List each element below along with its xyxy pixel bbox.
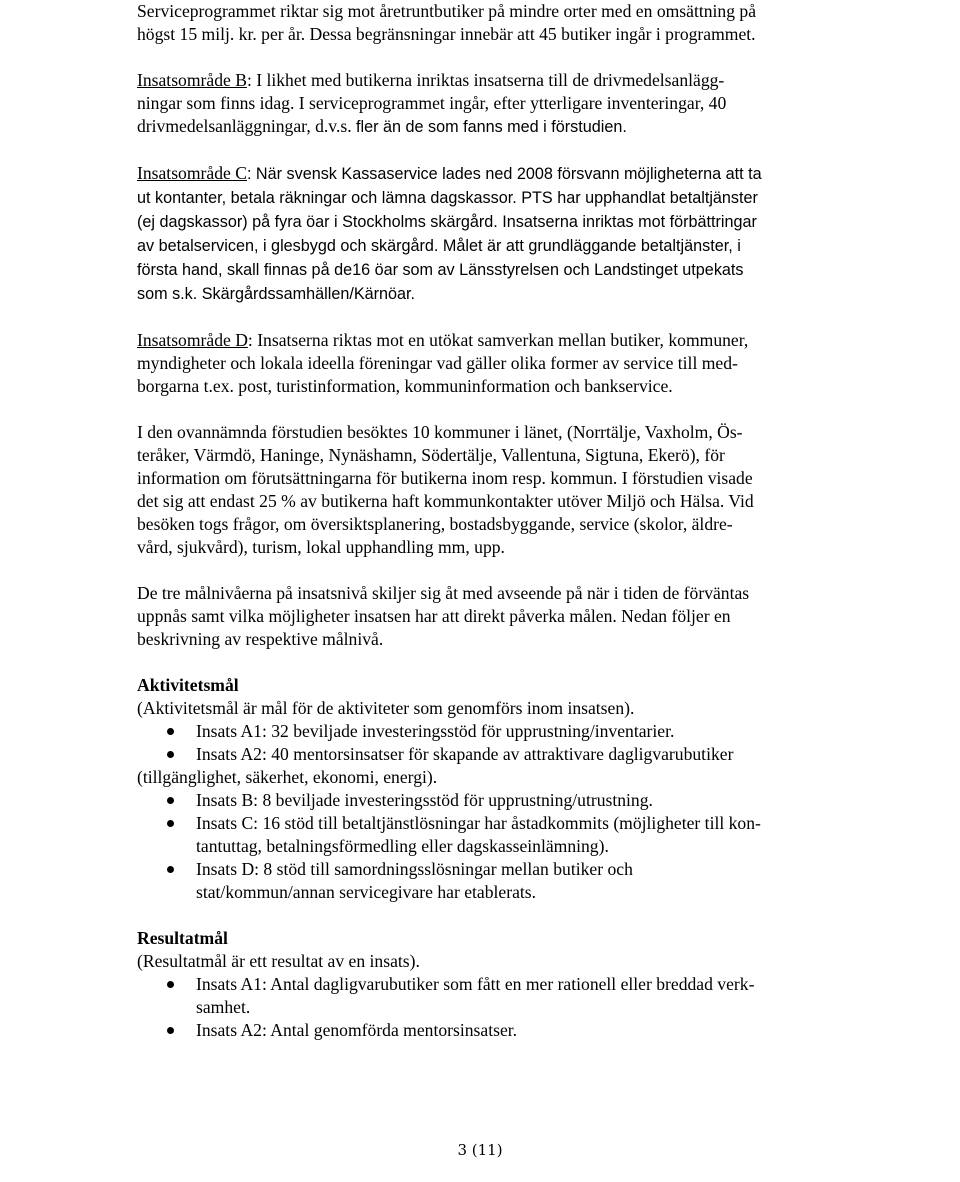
- text-line: beskrivning av respektive målnivå.: [137, 629, 384, 649]
- list-item-resultat-a1: [137, 973, 827, 1019]
- text-line: det sig att endast 25 % av butikerna haft kommunkontakter utöver Miljö och Hälsa. Vid: [137, 491, 754, 511]
- list-item-text: Insats B: 8 beviljade investeringsstöd för upprustning/utrustning.: [196, 790, 653, 810]
- list-item-text: Insats C: 16 stöd till betaltjänstlösningar har åstadkommits (möjligheter till kon-: [196, 813, 761, 833]
- bullet-icon: [167, 751, 174, 758]
- bullet-icon: [167, 728, 174, 735]
- text-line: De tre målnivåerna på insatsnivå skiljer sig åt med avseende på när i tiden de förväntas: [137, 583, 750, 603]
- section-heading-insatsomrade-b: Insatsområde B: [137, 70, 247, 90]
- text-line-sans: ut kontanter, betala räkningar och lämna dagskassor.: [137, 189, 517, 207]
- section-aktivitetsmal: [137, 674, 827, 720]
- text-line: besöken togs frågor, om översiktsplanering, bostadsbyggande, service (skolor, äldre-: [137, 514, 733, 534]
- text-line-sans: Målet är att grundläggande betaltjänster, i: [438, 237, 741, 255]
- paragraph-forstudien: [137, 421, 827, 559]
- paragraph-insatsomrade-c: [137, 162, 827, 306]
- list-item-text: samhet.: [196, 997, 251, 1017]
- list-item-text: tantuttag, betalningsförmedling eller dagskasseinlämning).: [196, 836, 609, 856]
- bullet-icon: [167, 981, 174, 988]
- list-item-text: Insats A1: Antal dagligvarubutiker som fått en mer rationell eller breddad verk-: [196, 974, 755, 994]
- text-line-sans: första hand, skall finnas på de16 öar som av Länsstyrelsen och Landstinget utpekats: [137, 261, 744, 279]
- text-line: drivmedelsanläggningar, d.v.s.: [137, 116, 357, 136]
- section-heading-insatsomrade-d: Insatsområde D: [137, 330, 248, 350]
- list-item-insats-a1: [137, 720, 827, 743]
- text-line-sans: Insatserna inriktas mot förbättringar: [497, 213, 757, 231]
- text-line: ningar som finns idag. I serviceprogrammet ingår, efter ytterligare inventeringar, 40: [137, 93, 727, 113]
- text-line: teråker, Värmdö, Haninge, Nynäshamn, Södertälje, Vallentuna, Sigtuna, Ekerö), för: [137, 445, 725, 465]
- bullet-icon: [167, 820, 174, 827]
- list-item-insats-d: [137, 858, 827, 904]
- bullet-icon: [167, 797, 174, 804]
- page-number: 3 (11): [457, 1141, 503, 1159]
- text-line-sans: (ej dagskassor) på fyra öar i Stockholms skärgård.: [137, 213, 498, 231]
- text-line: information om förutsättningarna för butikerna inom resp. kommun. I förstudien visade: [137, 468, 753, 488]
- list-aktivitetsmal: [137, 720, 827, 904]
- document-page: [137, 0, 827, 1042]
- text-line-sans: PTS har upphandlat betaltjänster: [516, 189, 758, 207]
- list-item-text: (tillgänglighet, säkerhet, ekonomi, energi).: [137, 767, 438, 787]
- text-line: myndigheter och lokala ideella föreningar vad gäller olika former av service till med-: [137, 353, 738, 373]
- section-heading-insatsomrade-c: Insatsområde C: [137, 163, 247, 183]
- list-item-text: Insats D: 8 stöd till samordningsslösningar mellan butiker och: [196, 859, 633, 879]
- text-line-sans: fler än de som fanns med i förstudien.: [356, 118, 627, 136]
- list-item-insats-c: [137, 812, 827, 858]
- text-line-sans: av betalservicen, i glesbygd och skärgård.: [137, 237, 439, 255]
- heading-resultatmal: Resultatmål: [137, 928, 228, 948]
- section-resultatmal: [137, 927, 827, 973]
- text-line: borgarna t.ex. post, turistinformation, kommuninformation och bankservice.: [137, 376, 673, 396]
- paragraph-service-program: [137, 0, 827, 46]
- list-resultatmal: [137, 973, 827, 1042]
- text-line: : Insatserna riktas mot en utökat samverkan mellan butiker, kommuner,: [247, 330, 749, 350]
- text-line: vård, sjukvård), turism, lokal upphandling mm, upp.: [137, 537, 505, 557]
- text-line: högst 15 milj. kr. per år. Dessa begränsningar innebär att 45 butiker ingår i programmet.: [137, 24, 756, 44]
- list-item-text: Insats A2: 40 mentorsinsatser för skapande av attraktivare dagligvarubutiker: [196, 744, 734, 764]
- list-item-text: stat/kommun/annan servicegivare har etablerats.: [196, 882, 537, 902]
- text-line: : I likhet med butikerna inriktas insatserna till de drivmedelsanlägg-: [246, 70, 725, 90]
- list-item-text: Insats A1: 32 beviljade investeringsstöd för upprustning/inventarier.: [196, 721, 675, 741]
- paragraph-insatsomrade-d: [137, 329, 827, 398]
- text-line: (Resultatmål är ett resultat av en insats).: [137, 951, 420, 971]
- paragraph-malnivaer: [137, 582, 827, 651]
- list-item-text: Insats A2: Antal genomförda mentorsinsatser.: [196, 1020, 518, 1040]
- list-item-insats-a2: [137, 743, 827, 789]
- text-line-sans: som s.k. Skärgårdssamhällen/Kärnöar.: [137, 285, 416, 303]
- text-line-sans: : När svensk Kassaservice lades ned 2008 försvann möjligheterna att ta: [246, 165, 762, 183]
- bullet-icon: [167, 1027, 174, 1034]
- paragraph-insatsomrade-b: [137, 69, 827, 139]
- text-line: Serviceprogrammet riktar sig mot åretruntbutiker på mindre orter med en omsättning på: [137, 1, 757, 21]
- text-line: I den ovannämnda förstudien besöktes 10 kommuner i länet, (Norrtälje, Vaxholm, Ös-: [137, 422, 743, 442]
- bullet-icon: [167, 866, 174, 873]
- text-line: (Aktivitetsmål är mål för de aktiviteter som genomförs inom insatsen).: [137, 698, 635, 718]
- heading-aktivitetsmal: Aktivitetsmål: [137, 675, 239, 695]
- list-item-insats-b: [137, 789, 827, 812]
- list-item-resultat-a2: [137, 1019, 827, 1042]
- text-line: uppnås samt vilka möjligheter insatsen har att direkt påverka målen. Nedan följer en: [137, 606, 731, 626]
